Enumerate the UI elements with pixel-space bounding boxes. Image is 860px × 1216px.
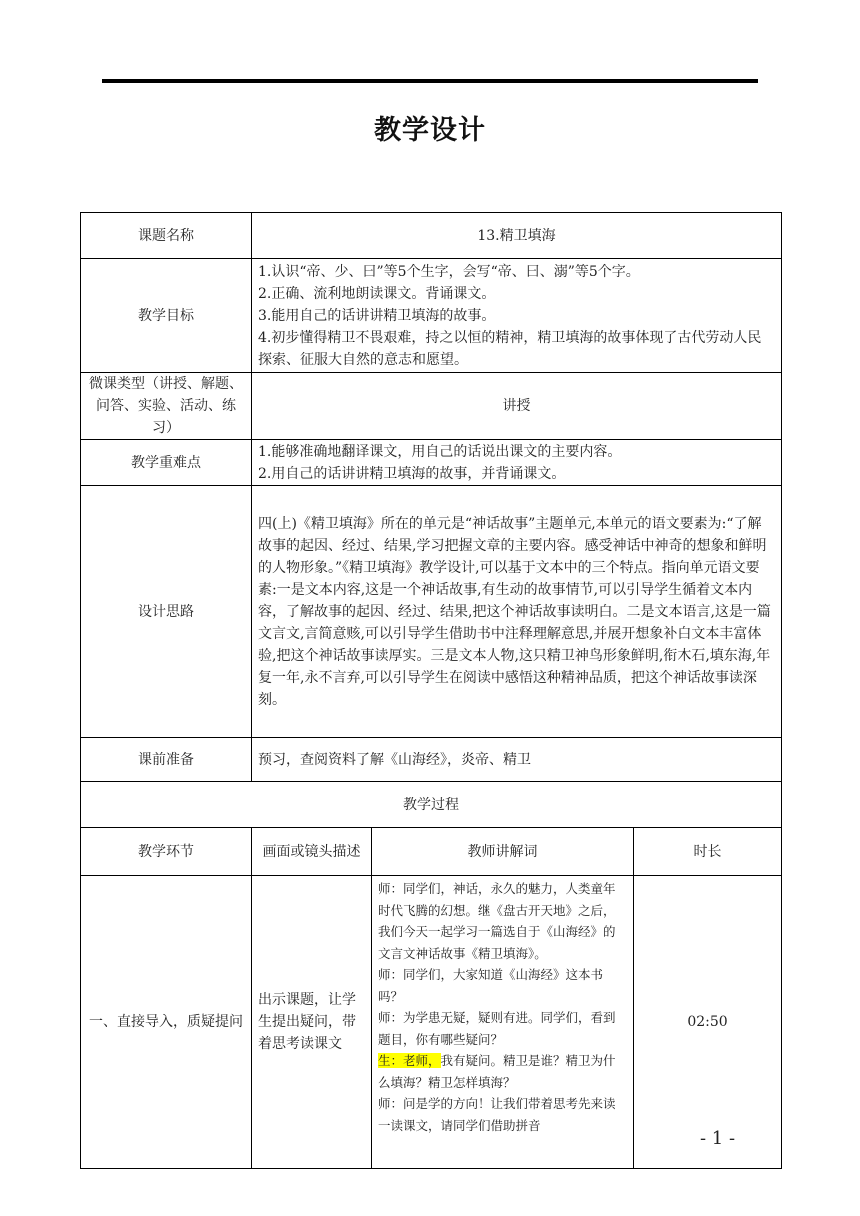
- goals-list: [252, 259, 782, 373]
- dialog-line: 师：问是学的方向！让我们带着思考先来读一读课文，请同学们借助拼音: [378, 1096, 616, 1133]
- row-key-points: [81, 440, 782, 486]
- topic-value: 13.精卫填海: [252, 213, 782, 259]
- header-duration: 时长: [634, 828, 782, 876]
- row-prep: [81, 738, 782, 782]
- type-label: 微课类型（讲授、解题、问答、实验、活动、练习）: [81, 373, 252, 440]
- header-rule: [102, 79, 758, 83]
- row-headers: [81, 828, 782, 876]
- row-step-1: [81, 876, 782, 1169]
- step1-dialog: [372, 876, 634, 1169]
- prep-value: 预习，查阅资料了解《山海经》，炎帝、精卫: [252, 738, 782, 782]
- dialog-line: 师：为学患无疑，疑则有进。同学们，看到题目，你有哪些疑问？: [378, 1010, 616, 1047]
- lesson-plan-table: [80, 212, 782, 1169]
- goal-item: 3.能用自己的话讲讲精卫填海的故事。: [258, 307, 496, 324]
- row-process: [81, 782, 782, 828]
- key-point-item: 2.用自己的话讲讲精卫填海的故事，并背诵课文。: [258, 465, 566, 482]
- type-value: 讲授: [252, 373, 782, 440]
- topic-label: 课题名称: [81, 213, 252, 259]
- step1-duration: 02:50: [634, 876, 782, 1169]
- goal-item: 1.认识“帝、少、曰”等5个生字，会写“帝、曰、溺”等5个字。: [258, 263, 640, 280]
- document-title: 教学设计: [374, 115, 486, 146]
- row-design: [81, 486, 782, 738]
- dialog-line: [378, 1050, 627, 1093]
- header-stage: 教学环节: [81, 828, 252, 876]
- goal-item: 4.初步懂得精卫不畏艰难，持之以恒的精神，精卫填海的故事体现了古代劳动人民探索、征服大自然的意志和愿望。: [258, 329, 762, 368]
- key-point-item: 1.能够准确地翻译课文，用自己的话说出课文的主要内容。: [258, 443, 622, 460]
- prep-label: 课前准备: [81, 738, 252, 782]
- goal-item: 2.正确、流利地朗读课文。背诵课文。: [258, 285, 496, 302]
- page-number: - 1 -: [700, 1128, 736, 1149]
- design-label: 设计思路: [81, 486, 252, 738]
- step1-stage: 一、直接导入，质疑提问: [81, 876, 252, 1169]
- dialog-line: 师：同学们，神话，永久的魅力，人类童年时代飞腾的幻想。继《盘古开天地》之后，我们今天一起学习一篇选自于《山海经》的文言文神话故事《精卫填海》。: [378, 881, 616, 961]
- row-type: [81, 373, 782, 440]
- dialog-line: 师：同学们，大家知道《山海经》这本书吗？: [378, 967, 604, 1004]
- key-points-label: 教学重难点: [81, 440, 252, 486]
- row-topic: [81, 213, 782, 259]
- goals-label: 教学目标: [81, 259, 252, 373]
- dialog-text: 我有疑问。精卫是谁？精卫为什么填海？精卫怎样填海？: [378, 1053, 616, 1090]
- header-speech: 教师讲解词: [372, 828, 634, 876]
- highlighted-text: 生：老师，: [378, 1053, 441, 1068]
- step1-scene: 出示课题，让学生提出疑问，带着思考读课文: [252, 876, 372, 1169]
- process-heading: 教学过程: [81, 782, 782, 828]
- key-points-list: [252, 440, 782, 486]
- design-text: 四(上)《精卫填海》所在的单元是“神话故事”主题单元,本单元的语文要素为:“了解故事的起因、经过、结果,学习把握文章的主要内容。感受神话中神奇的想象和鲜明的人物形象。”《精卫填海》教学设计,可以基于文本中的三个特点。指向单元语文要素:一是文本内容,这是一个神话故事,有生动的故事情节,可以引导学生循着文本内容，了解故事的起因、经过、结果,把这个神话故事读明白。二是文本语言,这是一篇文言文,言简意赅,可以引导学生借助书中注释理解意思,并展开想象补白文本丰富体验,把这个神话故事读厚实。三是文本人物,这只精卫神鸟形象鲜明,衔木石,填东海,年复一年,永不言弃,可以引导学生在阅读中感悟这种精神品质，把这个神话故事读深刻。: [252, 486, 782, 738]
- row-goals: [81, 259, 782, 373]
- header-scene: 画面或镜头描述: [252, 828, 372, 876]
